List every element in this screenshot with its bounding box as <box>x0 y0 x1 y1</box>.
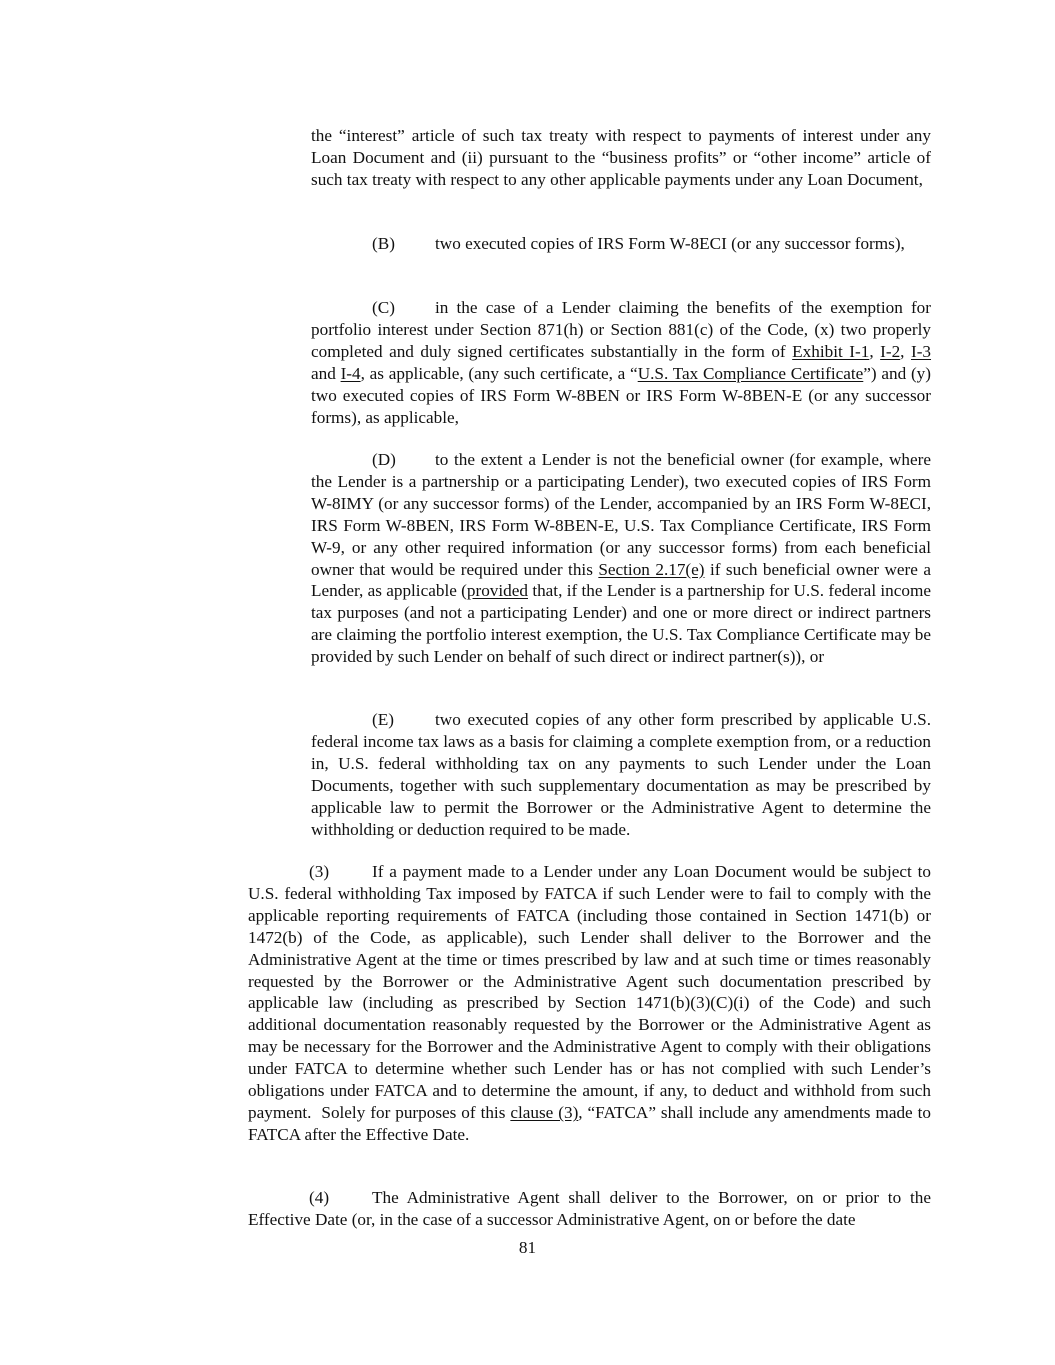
exhibit-i-3-reference: I-3 <box>910 341 932 361</box>
paragraph-clause-b <box>311 233 931 255</box>
text-separator: , <box>869 341 881 361</box>
paragraph-text: The Administrative Agent shall deliver to the Borrower, on or prior to the Effective Date (or, in the case of a successor Administrative Agent, on or before the date <box>248 1188 931 1229</box>
clause-marker: (4) <box>309 1188 330 1207</box>
clause-marker: (C) <box>372 298 395 317</box>
paragraph-continuation <box>311 125 931 191</box>
exhibit-i-2-reference: I-2 <box>880 341 901 361</box>
paragraph-clause-c <box>311 297 931 428</box>
paragraph-text: in the case of a Lender claiming the benefits of the exemption for portfolio interest under Section 871(h) or Section 881(c) of the Code, (x) two properly completed and duly signed certificates substantially in the form of <box>311 298 931 361</box>
text-separator: and <box>311 363 341 383</box>
provided-term: provided <box>466 581 528 601</box>
paragraph-clause-d <box>311 449 931 668</box>
page-number: 81 <box>518 1238 537 1257</box>
paragraph-text: to the extent a Lender is not the beneficial owner (for example, where the Lender is a partnership or a participating Lender), two executed copies of IRS Form W-8IMY (or any successor forms) of the Lender, accompanied by an IRS Form W-8ECI, IRS Form W-8BEN, IRS Form W-8BEN-E, U.S. Tax Compliance Certificate, IRS Form W-9, or any other required information (or any successor forms) from each beneficial owner that would be required under this <box>311 450 931 579</box>
clause-marker: (3) <box>309 862 330 881</box>
paragraph-text: two executed copies of any other form prescribed by applicable U.S. federal income tax laws as a basis for claiming a complete exemption from, or a reduction in, U.S. federal withholding tax on any payments to such Lender under the Loan Documents, together with such supplementary documentation as may be prescribed by applicable law to permit the Borrower or the Administrative Agent to determine the withholding or deduction required to be made. <box>311 710 931 839</box>
paragraph-clause-e <box>311 709 931 840</box>
paragraph-text: if such beneficial owner were a Lender, as applicable ( <box>311 559 931 601</box>
paragraph-text: ”) and (y) two executed copies of IRS Form W-8BEN or IRS Form W-8BEN-E (or any successor forms), as applicable, <box>311 363 932 427</box>
exhibit-i-4-reference: I-4 <box>340 363 361 383</box>
paragraph-text: the “interest” article of such tax treaty with respect to payments of interest under any Loan Document and (ii) pursuant to the “business profits” or “other income” article of such tax treaty with respect to any other applicable payments under any Loan Document, <box>311 126 931 189</box>
exhibit-i-1-reference: Exhibit I-1 <box>792 341 870 361</box>
section-2-17e-reference: Section 2.17(e) <box>598 559 705 579</box>
paragraph-clause-4 <box>248 1187 931 1231</box>
clause-marker: (B) <box>372 234 395 253</box>
paragraph-text: that, if the Lender is a partnership for U.S. federal income tax purposes (and not a participating Lender) and one or more direct or indirect partners are claiming the portfolio interest exemption, the U.S. Tax Compliance Certificate may be provided by such Lender on behalf of such direct or indirect partner(s)), or <box>311 581 931 667</box>
clause-marker: (E) <box>372 710 394 729</box>
paragraph-text: , as applicable, (any such certificate, a “ <box>360 363 638 383</box>
paragraph-clause-3 <box>248 861 931 1146</box>
clause-3-reference: clause (3) <box>510 1102 579 1122</box>
text-separator: , <box>900 341 911 361</box>
defined-term-us-tax-compliance-certificate: U.S. Tax Compliance Certificate <box>637 363 864 383</box>
paragraph-text: If a payment made to a Lender under any Loan Document would be subject to U.S. federal withholding Tax imposed by FATCA if such Lender were to fail to comply with the applicable reporting requirements of FATCA (including those contained in Section 1471(b) or 1472(b) of the Code, as applicable), such Lender shall deliver to the Borrower and the Administrative Agent at the time or times prescribed by law and at such time or times reasonably requested by the Borrower or the Administrative Agent such documentation prescribed by applicable law (including as prescribed by Section 1471(b)(3)(C)(i) of the Code) and such additional documentation reasonably requested by the Borrower or the Administrative Agent as may be necessary for the Borrower and the Administrative Agent to comply with their obligations under FATCA to determine whether such Lender has or has not complied with such Lender’s obligations under FATCA and to determine the amount, if any, to deduct and withhold from such payment. Solely for purposes of this <box>248 862 931 1122</box>
paragraph-text: , “FATCA” shall include any amendments made to FATCA after the Effective Date. <box>248 1102 931 1144</box>
clause-marker: (D) <box>372 450 396 469</box>
paragraph-text: two executed copies of IRS Form W-8ECI (or any successor forms), <box>435 234 905 253</box>
